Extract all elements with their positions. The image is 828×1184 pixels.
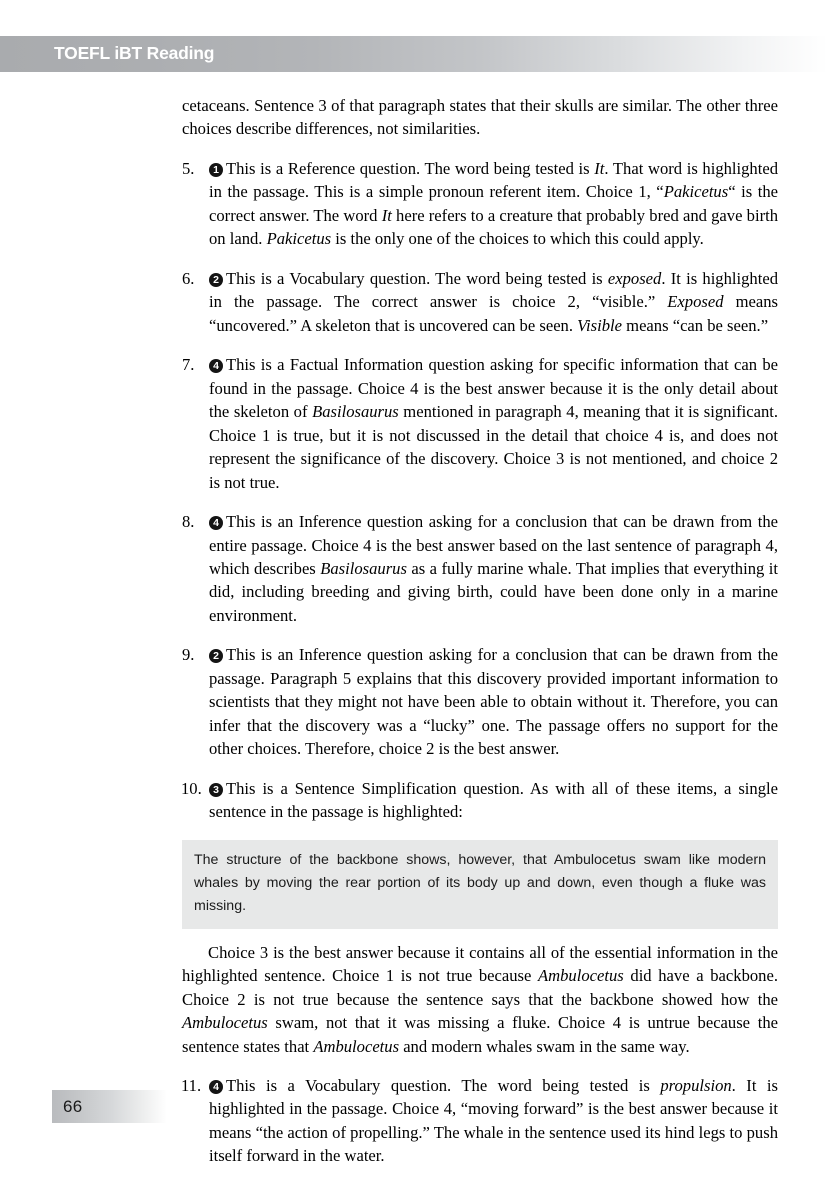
followup-emphasis: Ambulocetus (538, 966, 624, 986)
continuation-text: cetaceans. Sentence 3 of that paragraph states that their skulls are similar. The other three choices describe differences, not similarities. (182, 96, 778, 139)
item-text: means “uncovered.” A skeleton that is uncovered can be seen. (209, 292, 778, 335)
followup-text: did have a backbone. Choice 2 is not true because the sentence says that the backbone showed how the (182, 966, 778, 1009)
item-text: This is a Sentence Simplification question. As with all of these items, a single sentence in the passage is highlighted: (209, 778, 778, 822)
followup-emphasis: Ambulocetus (182, 1013, 268, 1033)
answer-badge-icon: 4 (209, 1080, 223, 1094)
followup-text: and modern whales swam in the same way. (399, 1036, 690, 1056)
explanation-item-7 (182, 353, 778, 494)
item-body (209, 157, 778, 251)
page-header-title: TOEFL iBT Reading (54, 43, 215, 63)
answer-badge-icon: 1 (209, 163, 223, 177)
item-text: This is a Vocabulary question. The word being tested is (226, 1076, 661, 1095)
item-body (209, 1074, 778, 1168)
item-number: 11. (181, 1076, 202, 1095)
answer-badge-icon: 2 (209, 649, 223, 663)
followup-emphasis: Ambulocetus (313, 1036, 400, 1056)
explanation-item-8 (182, 510, 778, 627)
item-emphasis: Visible (577, 315, 623, 335)
item-emphasis: exposed (607, 268, 662, 288)
item-text: here refers to a creature that probably bred and gave birth on land. (209, 205, 778, 249)
explanation-item-10 (182, 777, 778, 824)
item-text: This is an Inference question asking for a conclusion that can be drawn from the entire passage. Choice 4 is the best answer based on the last sentence of paragraph 4, which describes (209, 512, 778, 578)
explanation-item-9 (182, 643, 778, 760)
item-number: 7. (182, 355, 195, 375)
item-text: This is a Vocabulary question. The word being tested is (226, 268, 608, 288)
item-text: is the only one of the choices to which this could apply. (331, 229, 704, 249)
item-body (209, 267, 778, 337)
followup-text: Choice 3 is the best answer because it contains all of the essential information in the highlighted sentence. Choice 1 is not true because (182, 942, 778, 986)
answer-badge-icon: 4 (209, 359, 223, 373)
answer-badge-icon: 3 (209, 783, 223, 797)
item-text: This is a Factual Information question asking for specific information that can be found in the passage. Choice 4 is the best answer because it is the only detail about the skeleton of (209, 355, 778, 422)
item-body (209, 777, 778, 824)
item-text: . It is highlighted in the passage. The correct answer is choice 2, “visible.” (209, 268, 778, 312)
item-body (209, 510, 778, 627)
item-emphasis: Basilosaurus (320, 558, 407, 578)
explanation-item-5 (182, 157, 778, 251)
item-text: This is an Inference question asking for a conclusion that can be drawn from the passage. Paragraph 5 explains that this discovery provided important information to scientists that they might not have been able to obtain without it. Therefore, you can infer that the discovery was a “lucky” one. The passage offers no support for the other choices. Therefore, choice 2 is the best answer. (209, 645, 778, 759)
page-number: 66 (63, 1097, 83, 1116)
item-text: as a fully marine whale. That implies that everything it did, including breeding and giving birth, could have been done only in a marine environment. (209, 558, 778, 625)
item-emphasis: Pakicetus (266, 229, 332, 249)
item-emphasis: Exposed (667, 292, 724, 312)
item-text: “ is the correct answer. The word (209, 182, 778, 225)
explanation-item-6 (182, 267, 778, 337)
item-number: 5. (182, 158, 195, 178)
item-number: 10. (181, 778, 202, 798)
item-emphasis: Basilosaurus (312, 402, 399, 422)
item-text: means “can be seen.” (622, 315, 769, 335)
item-text: mentioned in paragraph 4, meaning that it is significant. Choice 1 is true, but it is not discussed in the detail that choice 4 is, and does not represent the significance of the discovery. Choice 3 is not mentioned, and choice 2 is not true. (209, 402, 779, 492)
item-number: 9. (182, 645, 195, 665)
item-text: This is a Reference question. The word being tested is (226, 158, 595, 178)
item-body (209, 353, 778, 494)
item-emphasis: It (594, 158, 605, 178)
explanation-item-10-followup (182, 941, 778, 1058)
item-emphasis: propulsion (660, 1076, 732, 1095)
item-emphasis: Pakicetus (663, 182, 729, 202)
item-text: . That word is highlighted in the passage. This is a simple pronoun referent item. Choice 1, “ (209, 158, 779, 202)
followup-text: swam, not that it was missing a fluke. Choice 4 is untrue because the sentence states that (182, 1013, 778, 1056)
page-content (182, 94, 778, 1184)
item-number: 8. (182, 512, 195, 532)
answer-badge-icon: 2 (209, 273, 223, 287)
item-number: 6. (182, 268, 195, 288)
item-emphasis: It (381, 205, 392, 225)
answer-badge-icon: 4 (209, 516, 223, 530)
highlighted-sentence-box (182, 840, 778, 929)
item-body (209, 643, 778, 760)
item-text: . It is highlighted in the passage. Choice 4, “moving forward” is the best answer because it means “the action of propelling.” The whale in the sentence used its hind legs to push itself forward in the water. (209, 1076, 778, 1166)
explanation-item-11 (182, 1074, 778, 1168)
highlighted-sentence-text: The structure of the backbone shows, however, that Ambulocetus swam like modern whales by moving the rear portion of its body up and down, even though a fluke was missing. (194, 851, 766, 914)
continuation-paragraph (182, 94, 778, 141)
